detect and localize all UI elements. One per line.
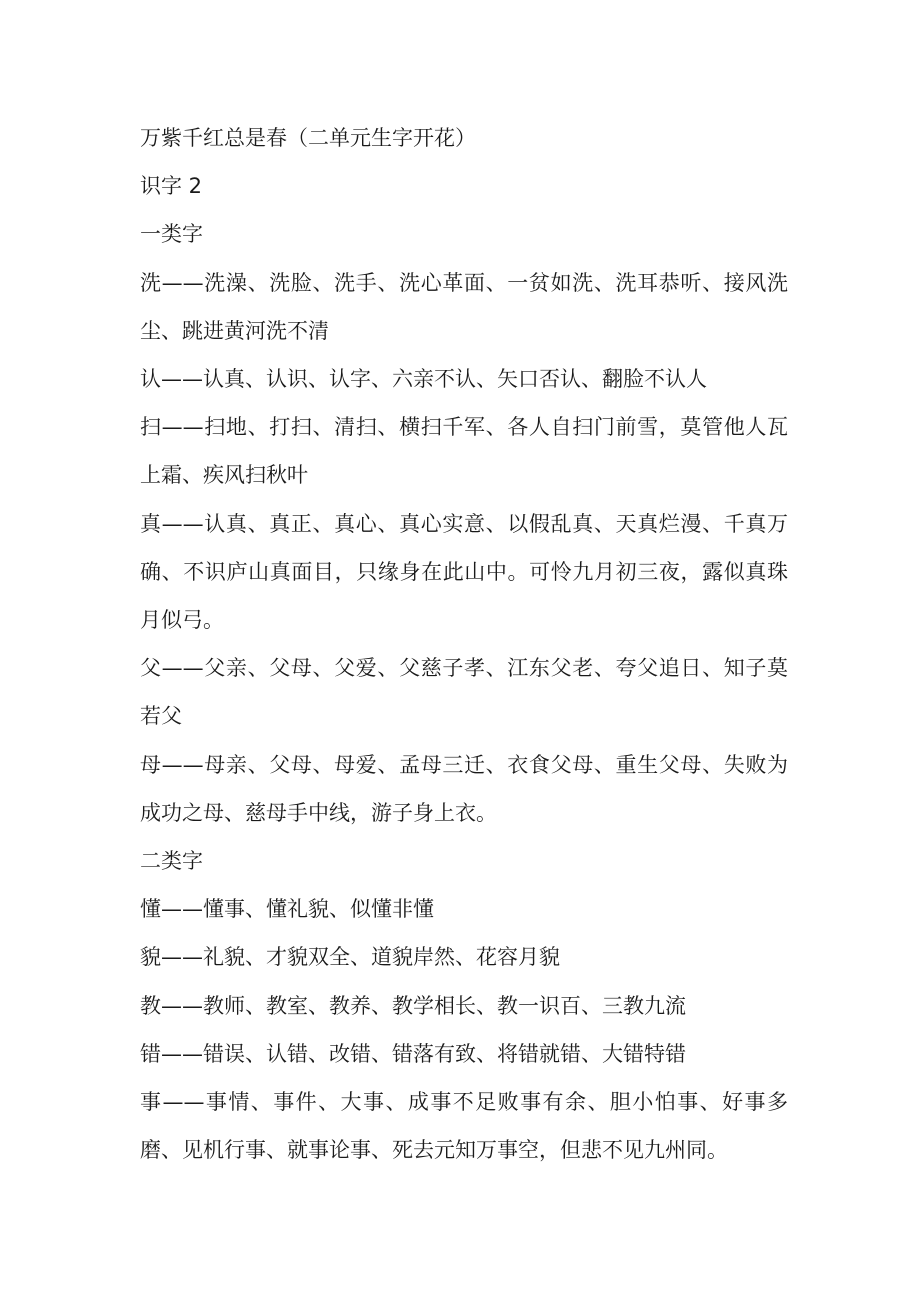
entry-zhen: 真——认真、真正、真心、真心实意、以假乱真、天真烂漫、千真万确、不识庐山真面目，只缘身在此山中。可怜九月初三夜，露似真珠月似弓。 bbox=[140, 511, 788, 633]
section-heading-first-class: 一类字 bbox=[140, 222, 203, 247]
entry-shi: 事——事情、事件、大事、成事不足败事有余、胆小怕事、好事多磨、见机行事、就事论事、死去元知万事空，但悲不见九州同。 bbox=[140, 1090, 788, 1163]
entry-jiao: 教——教师、教室、教养、教学相长、教一识百、三教九流 bbox=[140, 993, 686, 1018]
entry-mu: 母——母亲、父母、母爱、孟母三迁、衣食父母、重生父母、失败为成功之母、慈母手中线，游子身上衣。 bbox=[140, 752, 788, 825]
entry-dong: 懂——懂事、懂礼貌、似懂非懂 bbox=[140, 897, 434, 922]
entry-cuo: 错——错误、认错、改错、错落有致、将错就错、大错特错 bbox=[140, 1041, 686, 1066]
entry-mao: 貌——礼貌、才貌双全、道貌岸然、花容月貌 bbox=[140, 945, 560, 970]
document-title: 万紫千红总是春（二单元生字开花） bbox=[140, 126, 476, 150]
entry-ren: 认——认真、认识、认字、六亲不认、矢口否认、翻脸不认人 bbox=[140, 367, 707, 392]
lesson-heading: 识字 2 bbox=[140, 174, 203, 199]
document-body bbox=[140, 114, 788, 1174]
entry-sao: 扫——扫地、打扫、清扫、横扫千军、各人自扫门前雪，莫管他人瓦上霜、疾风扫秋叶 bbox=[140, 415, 788, 488]
section-heading-second-class: 二类字 bbox=[140, 849, 203, 874]
entry-fu: 父——父亲、父母、父爱、父慈子孝、江东父老、夸父追日、知子莫若父 bbox=[140, 656, 788, 729]
entry-xi: 洗——洗澡、洗脸、洗手、洗心革面、一贫如洗、洗耳恭听、接风洗尘、跳进黄河洗不清 bbox=[140, 270, 788, 343]
